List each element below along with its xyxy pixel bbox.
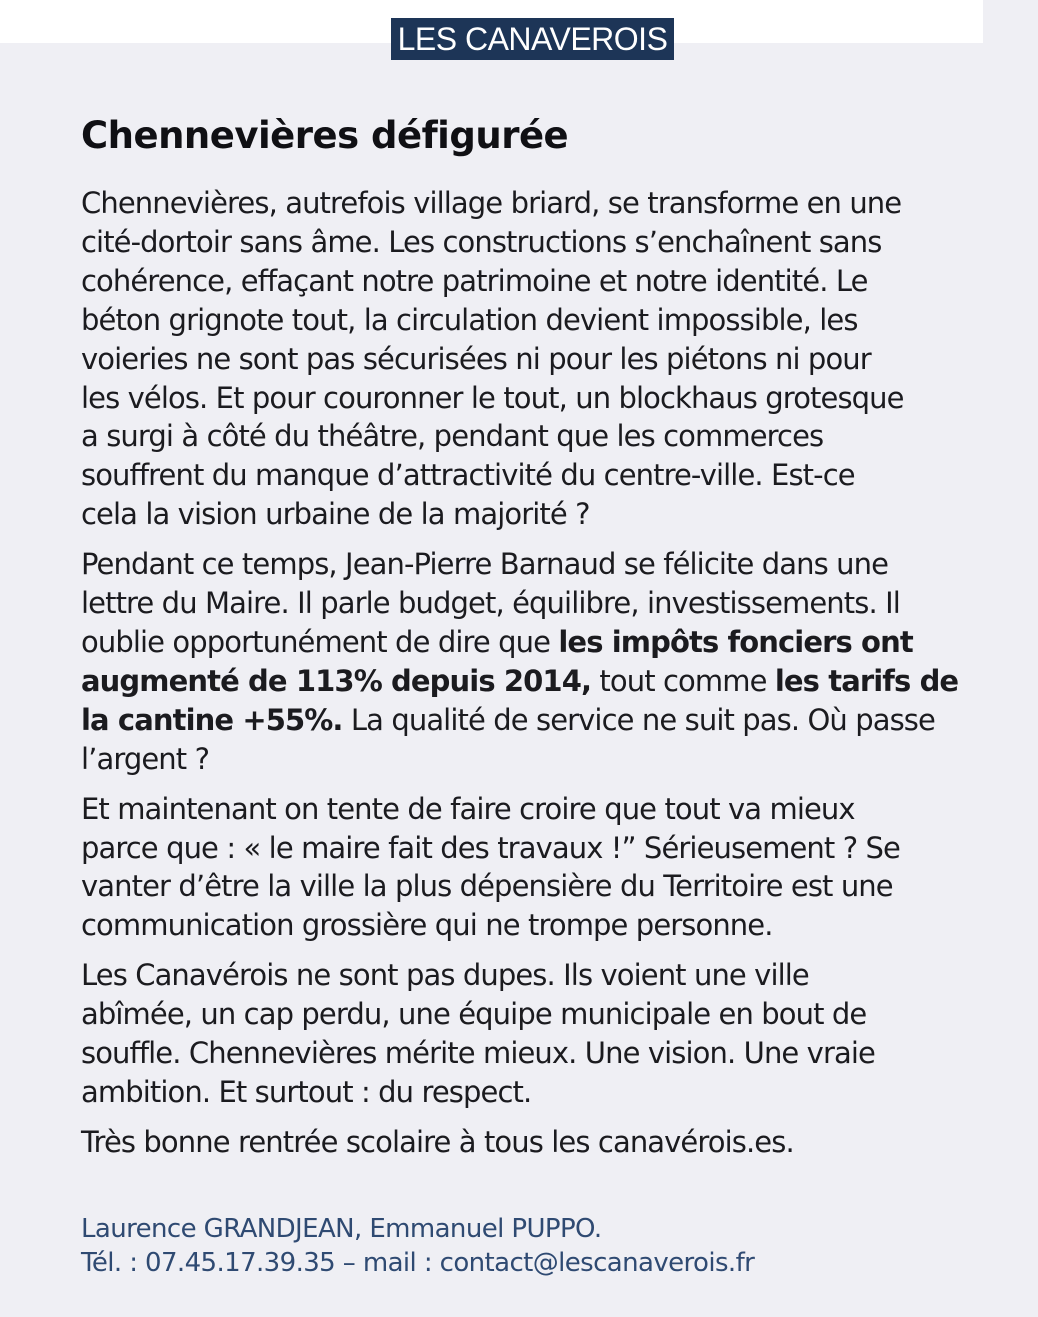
text-line: cité-dortoir sans âme. Les constructions s’enchaînent sans <box>81 224 882 259</box>
group-name-badge: LES CANAVEROIS <box>391 18 674 60</box>
paragraph-4 <box>81 956 1001 1112</box>
text-line: lettre du Maire. Il parle budget, équilibre, investissements. Il <box>81 586 900 621</box>
text-line: Très bonne rentrée scolaire à tous les canavérois.es. <box>81 1124 794 1159</box>
text-run: La qualité de service ne suit pas. Où passe <box>342 702 935 737</box>
text-line: Pendant ce temps, Jean-Pierre Barnaud se félicite dans une <box>81 547 889 582</box>
paragraph-3 <box>81 790 1001 946</box>
bold-text: la cantine +55%. <box>81 702 343 737</box>
paragraph-5 <box>81 1123 1001 1162</box>
text-line: cohérence, effaçant notre patrimoine et notre identité. Le <box>81 263 868 298</box>
text-line: souffle. Chennevières mérite mieux. Une vision. Une vraie <box>81 1036 875 1071</box>
text-line: les vélos. Et pour couronner le tout, un blockhaus grotesque <box>81 380 904 415</box>
bold-text: les tarifs de <box>774 663 959 698</box>
text-line: Et maintenant on tente de faire croire que tout va mieux <box>81 791 855 826</box>
text-line <box>81 662 1001 701</box>
text-line: vanter d’être la ville la plus dépensière du Territoire est une <box>81 869 893 904</box>
text-line: Les Canavérois ne sont pas dupes. Ils voient une ville <box>81 958 809 993</box>
text-line: béton grignote tout, la circulation devient impossible, les <box>81 302 858 337</box>
text-line: abîmée, un cap perdu, une équipe municipale en bout de <box>81 997 867 1032</box>
bold-text: augmenté de 113% depuis 2014, <box>81 663 592 698</box>
text-line: parce que : « le maire fait des travaux !” Sérieusement ? Se <box>81 830 900 865</box>
paragraph-1 <box>81 184 1001 534</box>
text-line <box>81 701 1001 740</box>
text-line: communication grossière qui ne trompe personne. <box>81 908 773 943</box>
bold-text: les impôts fonciers ont <box>558 624 913 659</box>
text-line: Chennevières, autrefois village briard, se transforme en une <box>81 186 902 220</box>
article-title: Chennevières défigurée <box>81 114 569 157</box>
text-line: cela la vision urbaine de la majorité ? <box>81 497 590 532</box>
text-line: ambition. Et surtout : du respect. <box>81 1074 532 1109</box>
article-body <box>81 184 1001 1173</box>
text-line: souffrent du manque d’attractivité du centre-ville. Est-ce <box>81 458 855 493</box>
signature-block <box>81 1212 754 1280</box>
text-line: l’argent ? <box>81 741 210 776</box>
text-line: voieries ne sont pas sécurisées ni pour les piétons ni pour <box>81 341 871 376</box>
text-run: oublie opportunément de dire que <box>81 624 559 659</box>
signature-names: Laurence GRANDJEAN, Emmanuel PUPPO. <box>81 1214 602 1244</box>
paragraph-2 <box>81 545 1001 778</box>
text-line <box>81 623 1001 662</box>
text-run: tout comme <box>591 663 775 698</box>
text-line: a surgi à côté du théâtre, pendant que les commerces <box>81 419 824 454</box>
signature-contact: Tél. : 07.45.17.39.35 – mail : contact@lescanaverois.fr <box>81 1248 755 1278</box>
